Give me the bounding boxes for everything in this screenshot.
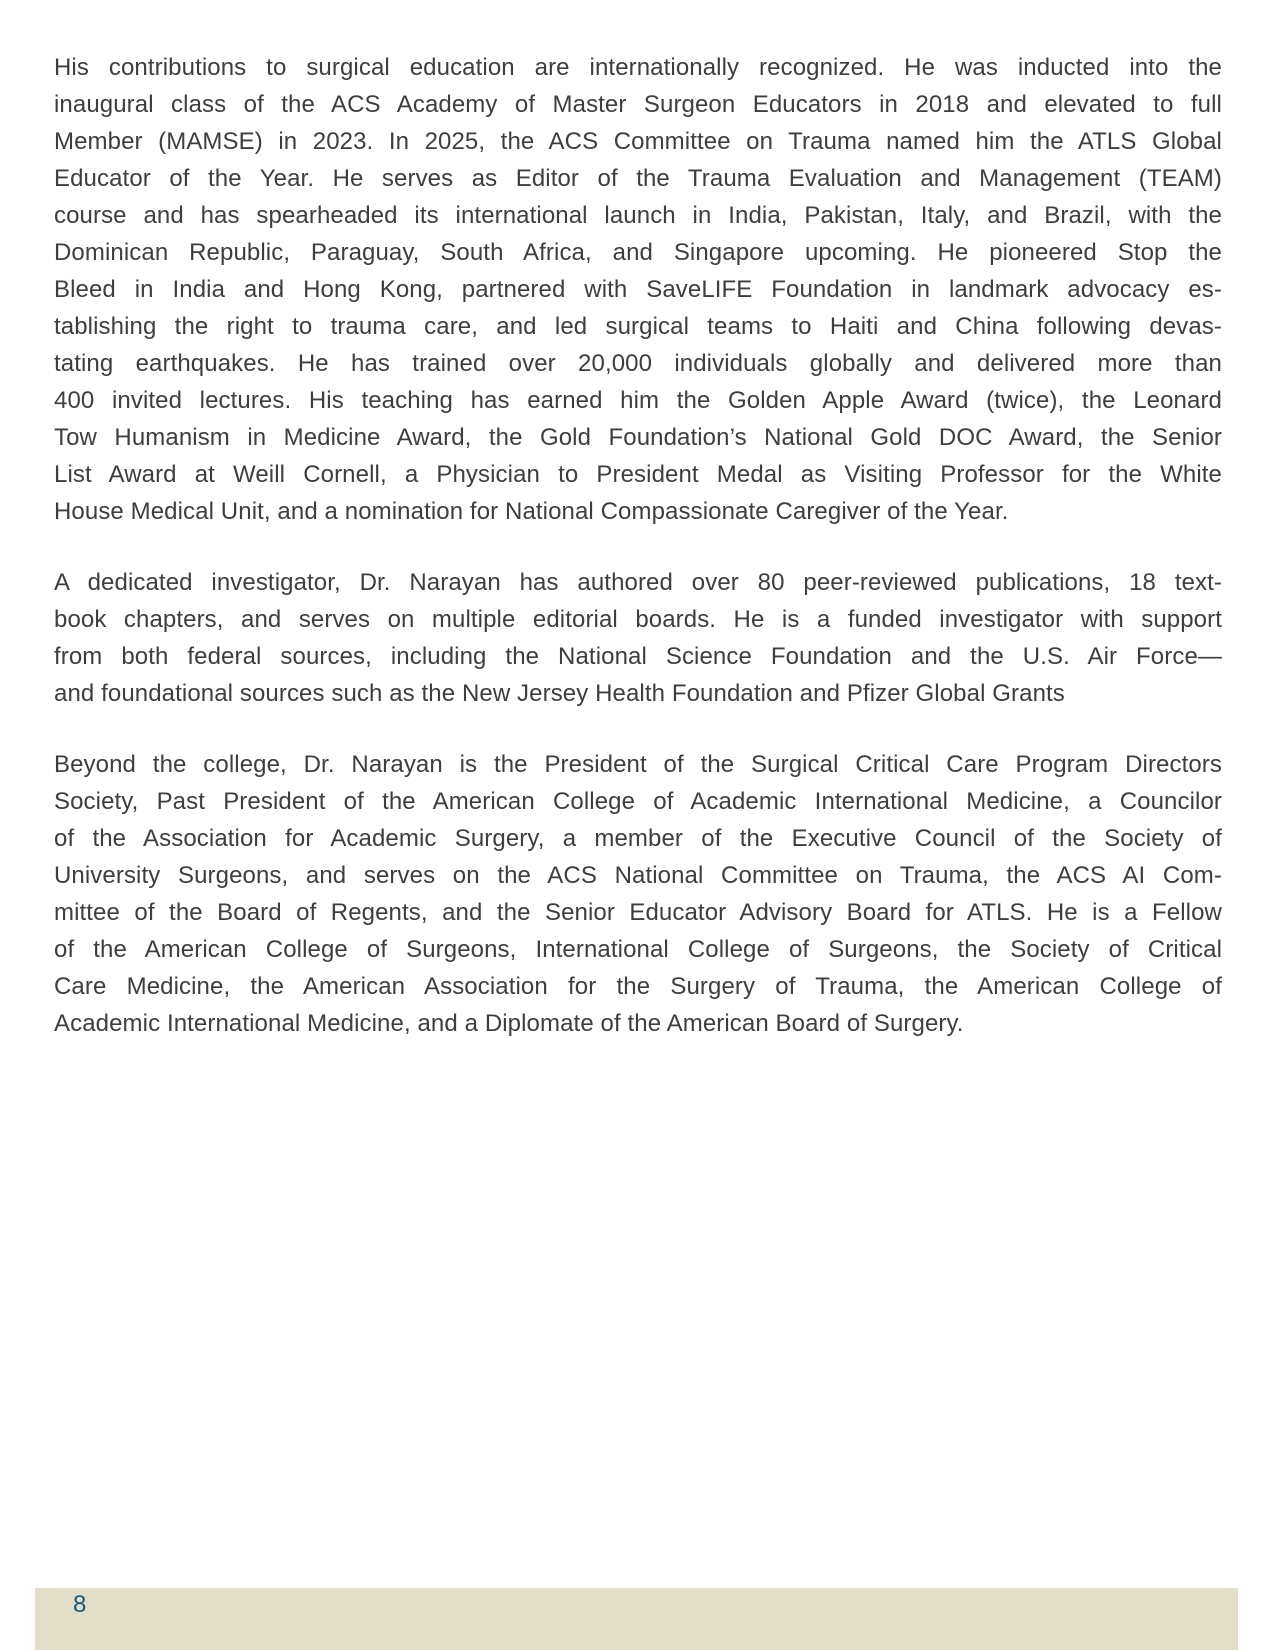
page-number: 8: [73, 1591, 87, 1618]
paragraph-line: tablishing the right to trauma care, and led surgical teams to Haiti and China following devas-: [54, 313, 1222, 340]
paragraph-line: Society, Past President of the American College of Academic International Medicine, a Councilor: [54, 788, 1222, 815]
paragraph-line: House Medical Unit, and a nomination for National Compassionate Caregiver of the Year.: [54, 498, 1009, 525]
paragraph-line: mittee of the Board of Regents, and the Senior Educator Advisory Board for ATLS. He is a Fellow: [54, 899, 1222, 926]
paragraph-line: Educator of the Year. He serves as Editor of the Trauma Evaluation and Management (TEAM): [54, 165, 1222, 192]
footer-bar: [35, 1588, 1238, 1650]
paragraph-line: His contributions to surgical education are internationally recognized. He was inducted into the: [54, 54, 1222, 81]
paragraph-line: University Surgeons, and serves on the ACS National Committee on Trauma, the ACS AI Com-: [54, 862, 1222, 889]
paragraph: [54, 746, 1222, 1042]
paragraph-line: Tow Humanism in Medicine Award, the Gold Foundation’s National Gold DOC Award, the Senior: [54, 424, 1222, 451]
paragraph: [54, 49, 1222, 530]
paragraph-line: Bleed in India and Hong Kong, partnered with SaveLIFE Foundation in landmark advocacy es-: [54, 276, 1222, 303]
paragraph-line: of the American College of Surgeons, International College of Surgeons, the Society of Critical: [54, 936, 1222, 963]
paragraph: [54, 564, 1222, 712]
paragraph-line: A dedicated investigator, Dr. Narayan has authored over 80 peer-reviewed publications, 18 text-: [54, 569, 1222, 596]
paragraph-line: book chapters, and serves on multiple editorial boards. He is a funded investigator with support: [54, 606, 1222, 633]
paragraph-line: course and has spearheaded its international launch in India, Pakistan, Italy, and Brazil, with the: [54, 202, 1222, 229]
paragraph-line: 400 invited lectures. His teaching has earned him the Golden Apple Award (twice), the Leonard: [54, 387, 1222, 414]
biography-text: [54, 49, 1222, 1076]
paragraph-line: Academic International Medicine, and a Diplomate of the American Board of Surgery.: [54, 1010, 964, 1037]
paragraph-line: from both federal sources, including the National Science Foundation and the U.S. Air Force—: [54, 643, 1222, 670]
paragraph-line: Dominican Republic, Paraguay, South Africa, and Singapore upcoming. He pioneered Stop the: [54, 239, 1222, 266]
paragraph-line: Member (MAMSE) in 2023. In 2025, the ACS Committee on Trauma named him the ATLS Global: [54, 128, 1222, 155]
paragraph-line: Beyond the college, Dr. Narayan is the President of the Surgical Critical Care Program Directors: [54, 751, 1222, 778]
paragraph-line: Care Medicine, the American Association for the Surgery of Trauma, the American College of: [54, 973, 1222, 1000]
paragraph-line: of the Association for Academic Surgery, a member of the Executive Council of the Society of: [54, 825, 1222, 852]
paragraph-line: and foundational sources such as the New Jersey Health Foundation and Pfizer Global Grants: [54, 680, 1065, 707]
paragraph-line: tating earthquakes. He has trained over 20,000 individuals globally and delivered more than: [54, 350, 1222, 377]
paragraph-line: inaugural class of the ACS Academy of Master Surgeon Educators in 2018 and elevated to full: [54, 91, 1222, 118]
paragraph-line: List Award at Weill Cornell, a Physician to President Medal as Visiting Professor for the White: [54, 461, 1222, 488]
